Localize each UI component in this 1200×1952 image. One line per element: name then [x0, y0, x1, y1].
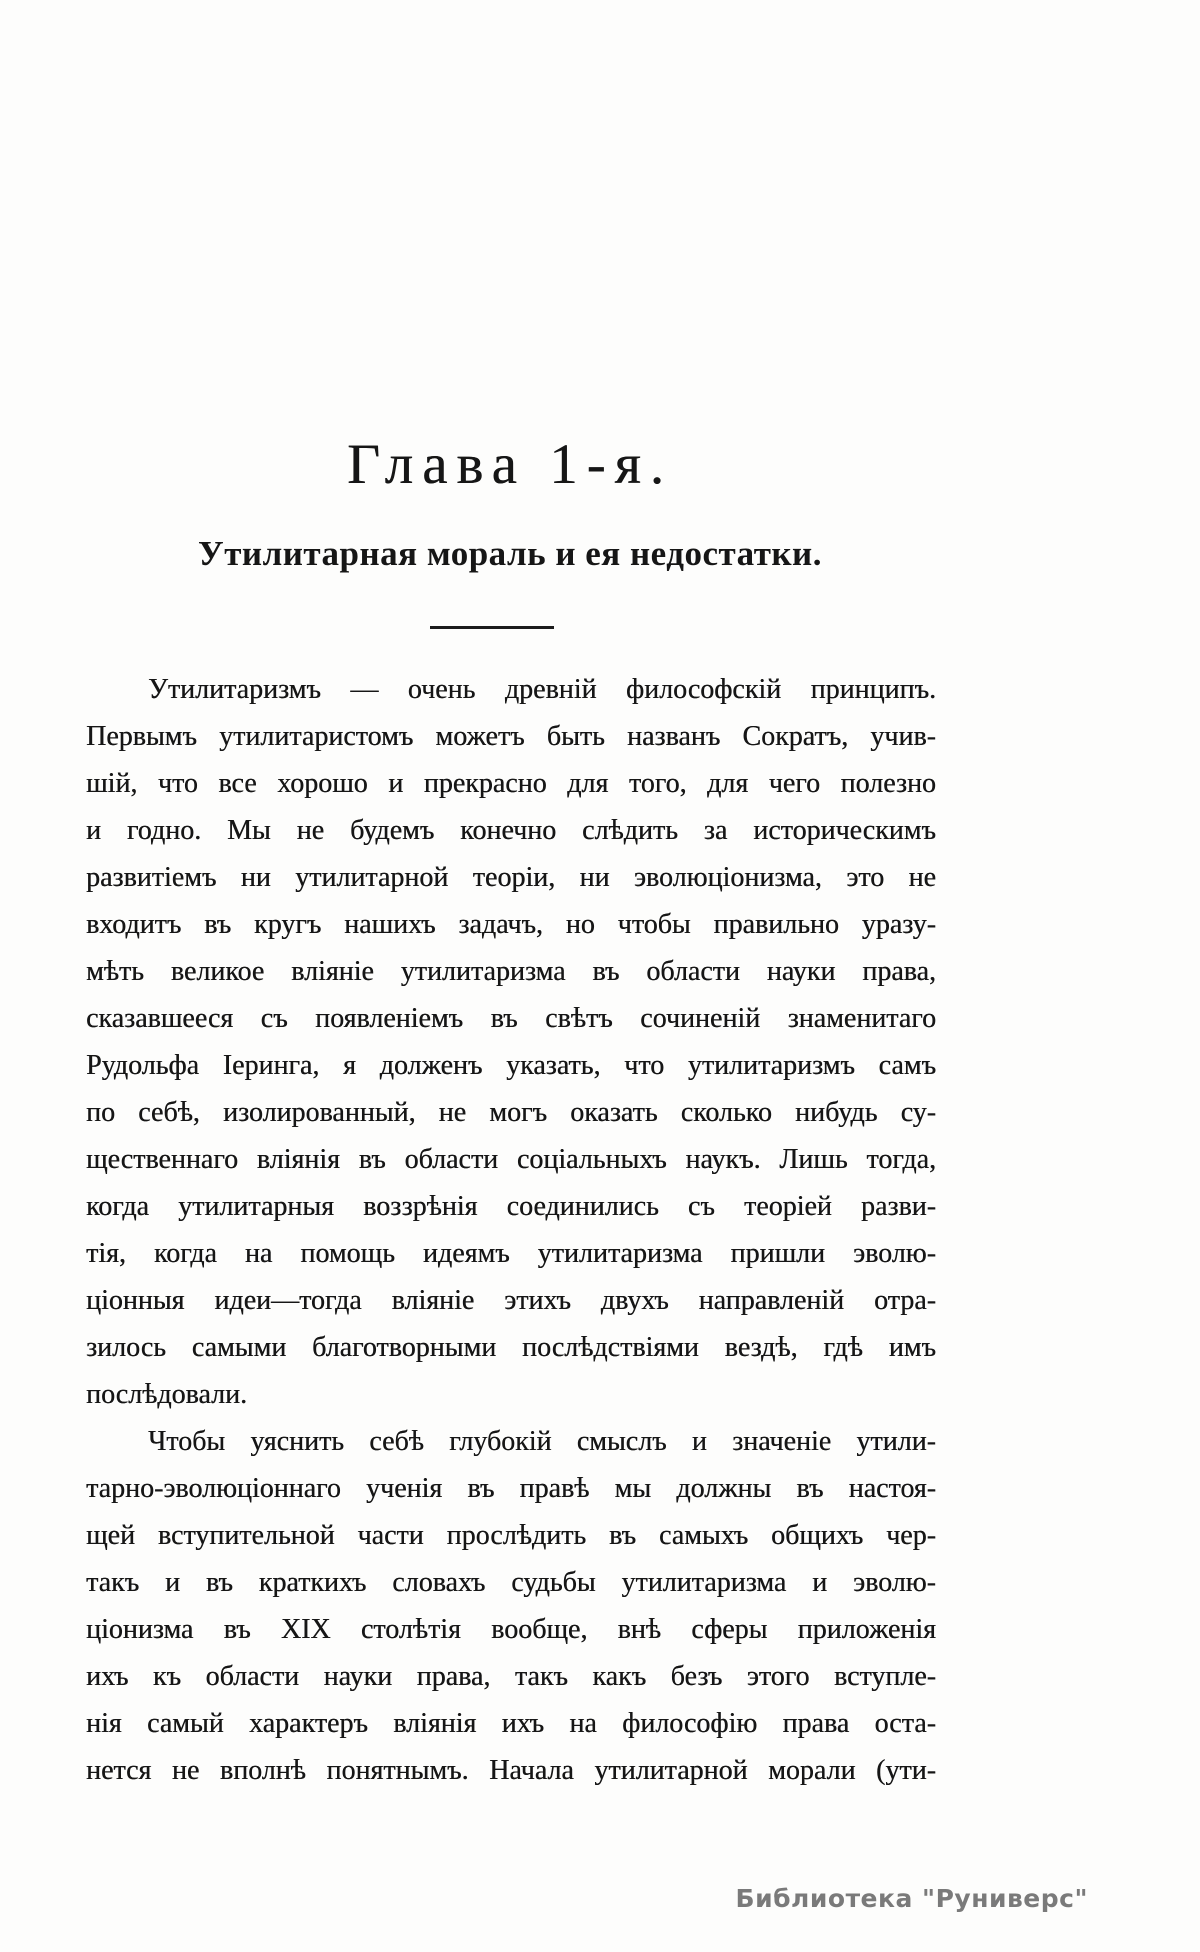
text-line — [86, 1708, 936, 1755]
text-line — [86, 1238, 936, 1285]
word: ихъ — [86, 1661, 129, 1692]
word: изолированный, — [222, 1097, 416, 1128]
word: чер- — [886, 1520, 936, 1551]
word: годно. — [126, 815, 202, 846]
word: самъ — [878, 1050, 936, 1081]
text-line — [86, 1661, 936, 1708]
word: краткихъ — [258, 1567, 367, 1598]
word: послѣдствіями — [522, 1332, 699, 1363]
word: вполнѣ — [219, 1755, 306, 1786]
word: древній — [504, 674, 597, 705]
chapter-subtitle: Утилитарная мораль и ея недостатки. — [198, 534, 822, 573]
word: что — [157, 768, 198, 799]
word: утилитаризма — [537, 1238, 703, 1269]
word: правѣ — [519, 1473, 590, 1504]
text-line — [86, 1097, 936, 1144]
word: съ — [687, 1191, 715, 1222]
text-line — [86, 956, 936, 1003]
word: въ — [358, 1144, 386, 1175]
word: въ — [592, 956, 620, 987]
word: философію — [622, 1708, 758, 1739]
word: учив- — [870, 721, 936, 752]
word: права, — [416, 1661, 491, 1692]
word: того, — [628, 768, 687, 799]
word: понятнымъ. — [326, 1755, 469, 1786]
word: можетъ — [435, 721, 525, 752]
word: я — [343, 1050, 356, 1081]
word: самыхъ — [658, 1520, 749, 1551]
word: нется — [86, 1755, 152, 1786]
word: науки — [323, 1661, 393, 1692]
text-line — [86, 1332, 936, 1379]
word: гдѣ — [823, 1332, 863, 1363]
word: приложенія — [797, 1614, 936, 1645]
word: знаменитаго — [787, 1003, 936, 1034]
word: утилитаристомъ — [219, 721, 414, 752]
word: области — [404, 1144, 499, 1175]
word: входитъ — [86, 909, 182, 940]
word: очень — [407, 674, 476, 705]
word: смыслъ — [576, 1426, 667, 1457]
word: на — [569, 1708, 597, 1739]
word: тарно-эволюціоннаго — [86, 1473, 341, 1504]
word: общихъ — [770, 1520, 864, 1551]
word: ни — [240, 862, 271, 893]
word: благотворными — [312, 1332, 497, 1363]
word: (ути- — [876, 1755, 936, 1786]
word: идеи—тогда — [214, 1285, 362, 1316]
word: этого — [746, 1661, 810, 1692]
text-line — [86, 1191, 936, 1238]
word: самый — [146, 1708, 224, 1739]
word: въ — [609, 1520, 637, 1551]
word: части — [357, 1520, 424, 1551]
word: ціонныя — [86, 1285, 185, 1316]
word: сколько — [680, 1097, 772, 1128]
word: шій, — [86, 768, 138, 799]
word: утилитаризмъ — [687, 1050, 855, 1081]
word: когда — [86, 1191, 149, 1222]
word: нія — [86, 1708, 122, 1739]
word: Начала — [489, 1755, 574, 1786]
section-divider — [430, 626, 554, 629]
word: характеръ — [249, 1708, 368, 1739]
word: пришли — [730, 1238, 825, 1269]
word: отра- — [873, 1285, 936, 1316]
word: морали — [768, 1755, 856, 1786]
word: въ — [490, 1003, 518, 1034]
word: вступле- — [833, 1661, 936, 1692]
word: наукъ. — [685, 1144, 761, 1175]
text-line — [86, 1426, 936, 1473]
word: въ — [467, 1473, 495, 1504]
text-line — [86, 721, 936, 768]
word: по — [86, 1097, 115, 1128]
word: долженъ — [379, 1050, 483, 1081]
word: не — [296, 815, 325, 846]
text-line — [86, 1520, 936, 1567]
word: вездѣ, — [724, 1332, 798, 1363]
word: науки — [766, 956, 836, 987]
text-line — [86, 768, 936, 815]
text-line — [86, 1473, 936, 1520]
word: соединились — [506, 1191, 659, 1222]
text-line — [86, 674, 936, 721]
word: въ — [796, 1473, 824, 1504]
word: прекрасно — [423, 768, 547, 799]
word: Первымъ — [86, 721, 197, 752]
word: какъ — [592, 1661, 647, 1692]
word: въ — [205, 1567, 233, 1598]
text-line — [86, 1144, 936, 1191]
word: хорошо — [277, 768, 368, 799]
word: уяснить — [250, 1426, 344, 1457]
word: Мы — [227, 815, 271, 846]
word: словахъ — [392, 1567, 486, 1598]
word: эволю- — [853, 1567, 936, 1598]
word: оказать — [570, 1097, 658, 1128]
word: мѣть — [86, 956, 144, 987]
word: Лишь — [779, 1144, 848, 1175]
word: утилитарной — [594, 1755, 748, 1786]
word: Рудольфа — [86, 1050, 199, 1081]
word: вообще, — [491, 1614, 588, 1645]
word: принципъ. — [810, 674, 936, 705]
word: внѣ — [617, 1614, 661, 1645]
word: развитіемъ — [86, 862, 217, 893]
word: это — [846, 862, 885, 893]
word: сочиненій — [640, 1003, 761, 1034]
word: такъ — [86, 1567, 140, 1598]
word: должны — [676, 1473, 772, 1504]
word: ученія — [366, 1473, 443, 1504]
word: права, — [862, 956, 936, 987]
word: области — [205, 1661, 300, 1692]
word: мы — [614, 1473, 652, 1504]
word: свѣтъ — [545, 1003, 613, 1034]
word: чтобы — [617, 909, 691, 940]
word: идеямъ — [422, 1238, 510, 1269]
word: и — [812, 1567, 828, 1598]
word: себѣ — [369, 1426, 424, 1457]
text-line — [86, 862, 936, 909]
text-line — [86, 909, 936, 956]
word: зилось — [86, 1332, 166, 1363]
word: теоріи, — [472, 862, 556, 893]
word: тогда, — [866, 1144, 936, 1175]
word: теоріей — [743, 1191, 832, 1222]
word: задачъ, — [458, 909, 543, 940]
word: не — [438, 1097, 467, 1128]
word: имъ — [888, 1332, 936, 1363]
word: и — [86, 815, 101, 846]
word: но — [565, 909, 595, 940]
word: — — [350, 674, 379, 705]
word: для — [707, 768, 749, 799]
word: направленій — [698, 1285, 845, 1316]
word: ни — [579, 862, 610, 893]
body-text — [86, 674, 936, 1802]
word: су- — [900, 1097, 936, 1128]
word: безъ — [670, 1661, 723, 1692]
word: вступительной — [157, 1520, 335, 1551]
word: нибудь — [795, 1097, 878, 1128]
word: такъ — [514, 1661, 568, 1692]
word: щественнаго — [86, 1144, 239, 1175]
word: что — [624, 1050, 665, 1081]
word: ихъ — [501, 1708, 545, 1739]
word: философскій — [625, 674, 782, 705]
word: помощь — [300, 1238, 395, 1269]
text-line — [86, 1755, 936, 1802]
word: и — [164, 1567, 180, 1598]
word: названъ — [627, 721, 721, 752]
word: уразу- — [861, 909, 936, 940]
word: кругъ — [254, 909, 322, 940]
word: слѣдить — [582, 815, 678, 846]
word: великое — [170, 956, 265, 987]
word: вліянія — [393, 1708, 477, 1739]
word: утилитарной — [295, 862, 449, 893]
word: нашихъ — [344, 909, 436, 940]
word: этихъ — [504, 1285, 571, 1316]
word: Іеринга, — [222, 1050, 320, 1081]
word: вліяніе — [391, 1285, 475, 1316]
word: значеніе — [732, 1426, 832, 1457]
word: къ — [152, 1661, 181, 1692]
word: утили- — [856, 1426, 936, 1457]
word: для — [567, 768, 609, 799]
word: двухъ — [600, 1285, 669, 1316]
word: эволю- — [853, 1238, 936, 1269]
word: себѣ, — [138, 1097, 200, 1128]
word: ціонизма — [86, 1614, 194, 1645]
word: Чтобы — [148, 1426, 226, 1457]
word: утилитаризма — [400, 956, 566, 987]
text-line — [86, 1614, 936, 1661]
word: въ — [204, 909, 232, 940]
word: области — [646, 956, 740, 987]
word: сферы — [691, 1614, 768, 1645]
text-line — [86, 1567, 936, 1614]
text-line — [86, 1050, 936, 1097]
text-line — [86, 1379, 936, 1426]
word: когда — [153, 1238, 217, 1269]
word: все — [218, 768, 257, 799]
word: оста- — [874, 1708, 936, 1739]
word: Утилитаризмъ — [148, 674, 321, 705]
word: не — [171, 1755, 200, 1786]
word: полезно — [840, 768, 936, 799]
word: эволюціонизма, — [633, 862, 822, 893]
word: XIX — [280, 1614, 331, 1645]
word: прослѣдить — [446, 1520, 587, 1551]
word: сказавшееся — [86, 1003, 234, 1034]
word: Сократъ, — [742, 721, 849, 752]
word: и — [388, 768, 404, 799]
library-watermark: Библиотека "Руниверс" — [735, 1884, 1088, 1913]
text-line — [86, 1003, 936, 1050]
word: въ — [223, 1614, 251, 1645]
word: разви- — [860, 1191, 936, 1222]
word: быть — [546, 721, 605, 752]
word: щей — [86, 1520, 135, 1551]
word: права — [782, 1708, 850, 1739]
word: на — [244, 1238, 273, 1269]
word: вліяніе — [291, 956, 374, 987]
chapter-title: Глава 1-я. — [346, 433, 674, 496]
word: не — [908, 862, 936, 893]
word: и — [691, 1426, 707, 1457]
word: съ — [260, 1003, 288, 1034]
word: глубокій — [449, 1426, 552, 1457]
word: чего — [768, 768, 820, 799]
word: историческимъ — [753, 815, 936, 846]
word: за — [703, 815, 728, 846]
word: утилитарныя — [178, 1191, 334, 1222]
text-line — [86, 1285, 936, 1332]
word: настоя- — [848, 1473, 936, 1504]
word: соціальныхъ — [516, 1144, 667, 1175]
word: конечно — [460, 815, 557, 846]
word: судьбы — [511, 1567, 596, 1598]
word: правильно — [713, 909, 839, 940]
text-line — [86, 815, 936, 862]
word: послѣдовали. — [86, 1379, 248, 1410]
word: тія, — [86, 1238, 126, 1269]
word: столѣтія — [360, 1614, 461, 1645]
word: утилитаризма — [621, 1567, 787, 1598]
word: появленіемъ — [315, 1003, 464, 1034]
word: вліянія — [256, 1144, 340, 1175]
word: могъ — [489, 1097, 547, 1128]
word: указать, — [506, 1050, 601, 1081]
word: самыми — [191, 1332, 287, 1363]
word: будемъ — [349, 815, 435, 846]
word: воззрѣнія — [363, 1191, 478, 1222]
